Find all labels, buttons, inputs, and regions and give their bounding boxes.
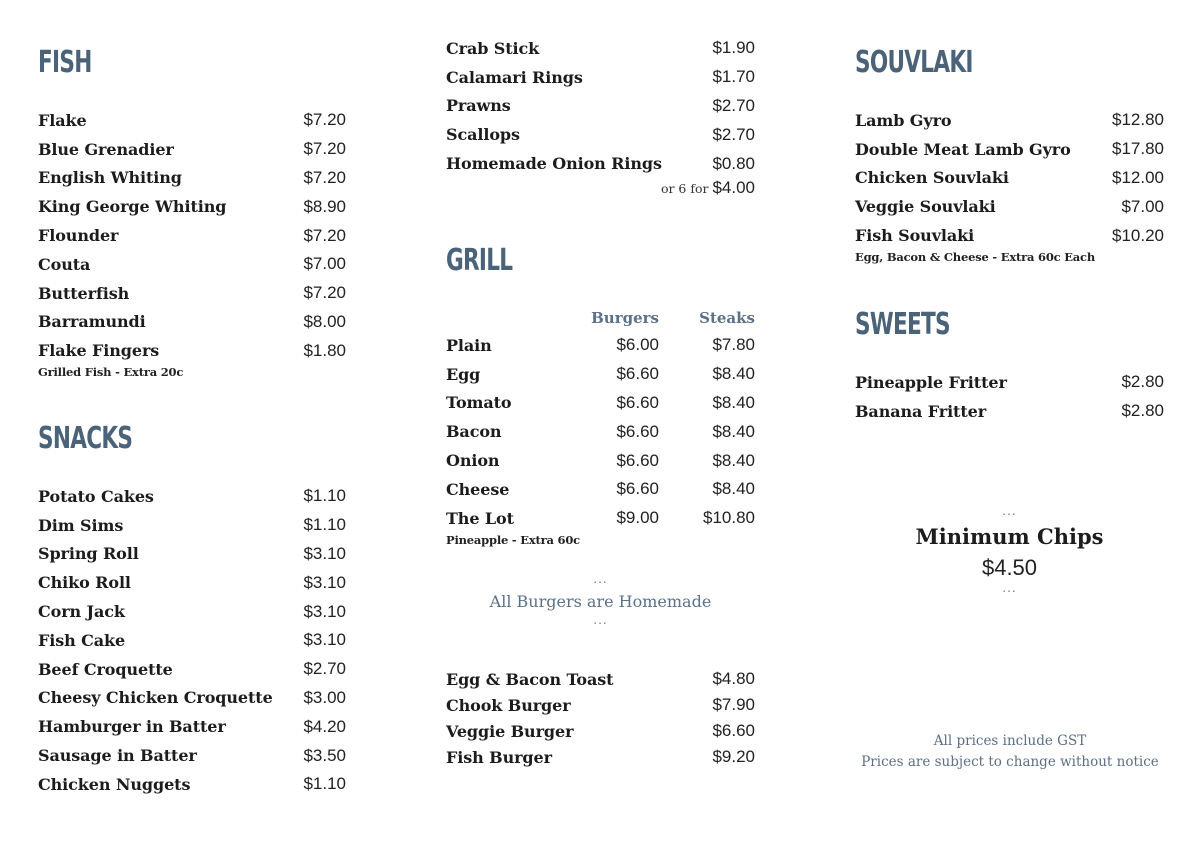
sweets-list <box>855 368 1164 426</box>
steak-price: $8.40 <box>712 364 755 384</box>
item-price: $0.80 <box>712 153 755 173</box>
steak-price: $8.40 <box>712 421 755 441</box>
item-name: Fish Souvlaki <box>855 226 975 246</box>
item-price: $12.00 <box>1112 167 1164 187</box>
grill-row <box>446 331 755 360</box>
item-name: Veggie Souvlaki <box>855 197 996 217</box>
item-name: Veggie Burger <box>446 721 574 741</box>
grill-row <box>446 360 755 389</box>
fish-list <box>38 106 346 379</box>
menu-item <box>38 770 346 799</box>
item-name: Cheese <box>446 479 510 499</box>
item-name: Flounder <box>38 226 119 246</box>
item-name: Spring Roll <box>38 544 139 564</box>
item-price: $1.10 <box>303 515 346 535</box>
minimum-chips-price: $4.50 <box>981 555 1038 580</box>
item-name: Lamb Gyro <box>855 110 952 130</box>
item-price: $1.90 <box>712 38 755 58</box>
homemade-note-block <box>446 572 755 627</box>
grill-extras-list <box>446 666 755 770</box>
item-name: Sausage in Batter <box>38 746 197 766</box>
menu-item <box>38 568 346 597</box>
item-price: $1.80 <box>303 340 346 360</box>
ellipsis-divider: ... <box>593 572 608 586</box>
souvlaki-list <box>855 106 1164 264</box>
menu-item <box>38 684 346 713</box>
item-name: Scallops <box>446 125 520 145</box>
menu-item <box>38 482 346 511</box>
burger-price: $6.60 <box>616 421 659 441</box>
minimum-chips-block <box>855 504 1164 595</box>
item-name: Tomato <box>446 393 512 413</box>
item-price: $8.00 <box>303 311 346 331</box>
menu-item <box>38 308 346 337</box>
gst-note: All prices include GST <box>933 733 1087 749</box>
item-price: $3.10 <box>303 601 346 621</box>
item-price: $3.10 <box>303 572 346 592</box>
item-name: Potato Cakes <box>38 486 154 506</box>
item-name: Dim Sims <box>38 515 124 535</box>
item-price: $10.20 <box>1112 225 1164 245</box>
snacks-list <box>38 482 346 799</box>
item-name: Fish Cake <box>38 630 126 650</box>
menu-item <box>855 135 1164 164</box>
grill-note: Pineapple - Extra 60c <box>446 532 580 547</box>
menu-item <box>38 540 346 569</box>
item-price: $2.80 <box>1121 401 1164 421</box>
grill-row <box>446 417 755 446</box>
menu-item <box>446 34 755 63</box>
onion-rings-deal <box>446 178 755 198</box>
section-title-souvlaki: SOUVLAKI <box>855 45 973 80</box>
item-price: $4.20 <box>303 716 346 736</box>
menu-item <box>38 336 346 365</box>
fish-note: Grilled Fish - Extra 20c <box>38 365 184 380</box>
homemade-note: All Burgers are Homemade <box>489 592 712 611</box>
item-price: $4.80 <box>712 669 755 688</box>
item-name: Cheesy Chicken Croquette <box>38 688 273 708</box>
item-name: Corn Jack <box>38 602 125 622</box>
item-name: Crab Stick <box>446 38 540 58</box>
item-price: $7.20 <box>303 283 346 303</box>
snacks-continued-list <box>446 34 755 198</box>
item-name: Flake <box>38 110 87 130</box>
menu-item <box>446 92 755 121</box>
menu-item <box>38 279 346 308</box>
minimum-chips-title: Minimum Chips <box>915 524 1104 549</box>
menu-item <box>855 192 1164 221</box>
menu-item <box>446 63 755 92</box>
item-price: $6.60 <box>712 721 755 740</box>
section-title-fish: FISH <box>38 45 92 80</box>
footer-notes <box>835 731 1185 773</box>
menu-item <box>38 597 346 626</box>
item-name: Prawns <box>446 96 511 116</box>
item-name: Chicken Nuggets <box>38 774 191 794</box>
steak-price: $8.40 <box>712 392 755 412</box>
item-price: $12.80 <box>1112 110 1164 130</box>
menu-item <box>855 397 1164 426</box>
item-price: $3.10 <box>303 543 346 563</box>
burger-price: $6.60 <box>616 479 659 499</box>
steak-price: $8.40 <box>712 479 755 499</box>
grill-row <box>446 504 755 533</box>
item-price: $2.70 <box>712 124 755 144</box>
item-price: $7.20 <box>303 167 346 187</box>
item-name: Couta <box>38 254 91 274</box>
item-name: Beef Croquette <box>38 659 173 679</box>
burger-price: $6.60 <box>616 364 659 384</box>
item-price: $3.50 <box>303 745 346 765</box>
burger-price: $9.00 <box>616 508 659 528</box>
item-price: $7.20 <box>303 139 346 159</box>
section-title-grill: GRILL <box>446 243 513 278</box>
steak-price: $10.80 <box>703 508 755 528</box>
menu-item <box>38 164 346 193</box>
item-name: Banana Fritter <box>855 401 987 421</box>
menu-item <box>446 718 755 744</box>
item-name: Plain <box>446 335 492 355</box>
menu-item <box>855 164 1164 193</box>
item-price: $1.70 <box>712 67 755 87</box>
item-name: Chiko Roll <box>38 573 131 593</box>
deal-prefix: or 6 for <box>660 180 709 196</box>
menu-item <box>446 744 755 770</box>
menu-item <box>38 221 346 250</box>
item-price: $1.10 <box>303 774 346 794</box>
menu-item <box>446 120 755 149</box>
item-name: English Whiting <box>38 168 182 188</box>
grill-row <box>446 475 755 504</box>
price-change-note: Prices are subject to change without notice <box>861 754 1159 770</box>
menu-item <box>855 368 1164 397</box>
item-price: $2.70 <box>712 95 755 115</box>
burger-price: $6.60 <box>616 450 659 470</box>
item-name: Egg & Bacon Toast <box>446 669 614 689</box>
item-price: $3.10 <box>303 630 346 650</box>
menu-item <box>855 106 1164 135</box>
item-name: The Lot <box>446 508 514 528</box>
deal-price: $4.00 <box>712 177 755 197</box>
menu-item <box>446 692 755 718</box>
item-price: $7.00 <box>303 254 346 274</box>
column-header-burgers: Burgers <box>591 309 659 327</box>
item-name: Onion <box>446 451 500 471</box>
item-name: Blue Grenadier <box>38 139 174 159</box>
column-header-steaks: Steaks <box>699 309 755 327</box>
souvlaki-note: Egg, Bacon & Cheese - Extra 60c Each <box>855 249 1096 264</box>
item-price: $7.90 <box>712 695 755 714</box>
menu-item <box>38 655 346 684</box>
item-name: Homemade Onion Rings <box>446 154 662 174</box>
item-name: Hamburger in Batter <box>38 717 226 737</box>
item-name: Calamari Rings <box>446 67 583 87</box>
menu-item <box>38 712 346 741</box>
section-title-snacks: SNACKS <box>38 421 133 456</box>
item-name: Double Meat Lamb Gyro <box>855 139 1071 159</box>
item-name: Fish Burger <box>446 747 552 767</box>
menu-item <box>38 192 346 221</box>
item-name: Bacon <box>446 422 502 442</box>
item-price: $7.20 <box>303 225 346 245</box>
item-price: $1.10 <box>303 486 346 506</box>
steak-price: $8.40 <box>712 450 755 470</box>
menu-item <box>38 250 346 279</box>
item-name: Egg <box>446 364 481 384</box>
item-name: Pineapple Fritter <box>855 372 1007 392</box>
grill-table-header <box>446 305 755 331</box>
grill-row <box>446 389 755 418</box>
ellipsis-divider: ... <box>593 613 608 627</box>
menu-item <box>38 626 346 655</box>
item-name: Chicken Souvlaki <box>855 168 1009 188</box>
burger-price: $6.00 <box>616 335 659 355</box>
burger-price: $6.60 <box>616 392 659 412</box>
item-price: $7.20 <box>303 110 346 130</box>
menu-item <box>38 741 346 770</box>
grill-row <box>446 446 755 475</box>
item-name: Barramundi <box>38 312 146 332</box>
menu-item <box>446 149 755 178</box>
item-price: $3.00 <box>303 687 346 707</box>
ellipsis-divider: ... <box>1002 504 1017 518</box>
item-name: Chook Burger <box>446 695 571 715</box>
ellipsis-divider: ... <box>1002 581 1017 595</box>
item-name: King George Whiting <box>38 197 227 217</box>
item-price: $7.00 <box>1121 196 1164 216</box>
menu-item <box>38 511 346 540</box>
menu-item <box>446 666 755 692</box>
steak-price: $7.80 <box>712 335 755 355</box>
item-name: Butterfish <box>38 283 130 303</box>
item-price: $17.80 <box>1112 139 1164 159</box>
menu-item <box>38 106 346 135</box>
menu-item <box>38 135 346 164</box>
item-price: $2.80 <box>1121 372 1164 392</box>
item-price: $8.90 <box>303 196 346 216</box>
item-price: $9.20 <box>712 747 755 766</box>
grill-table <box>446 305 755 547</box>
item-price: $2.70 <box>303 659 346 679</box>
section-title-sweets: SWEETS <box>855 307 950 342</box>
menu-item <box>855 221 1164 250</box>
item-name: Flake Fingers <box>38 341 160 361</box>
